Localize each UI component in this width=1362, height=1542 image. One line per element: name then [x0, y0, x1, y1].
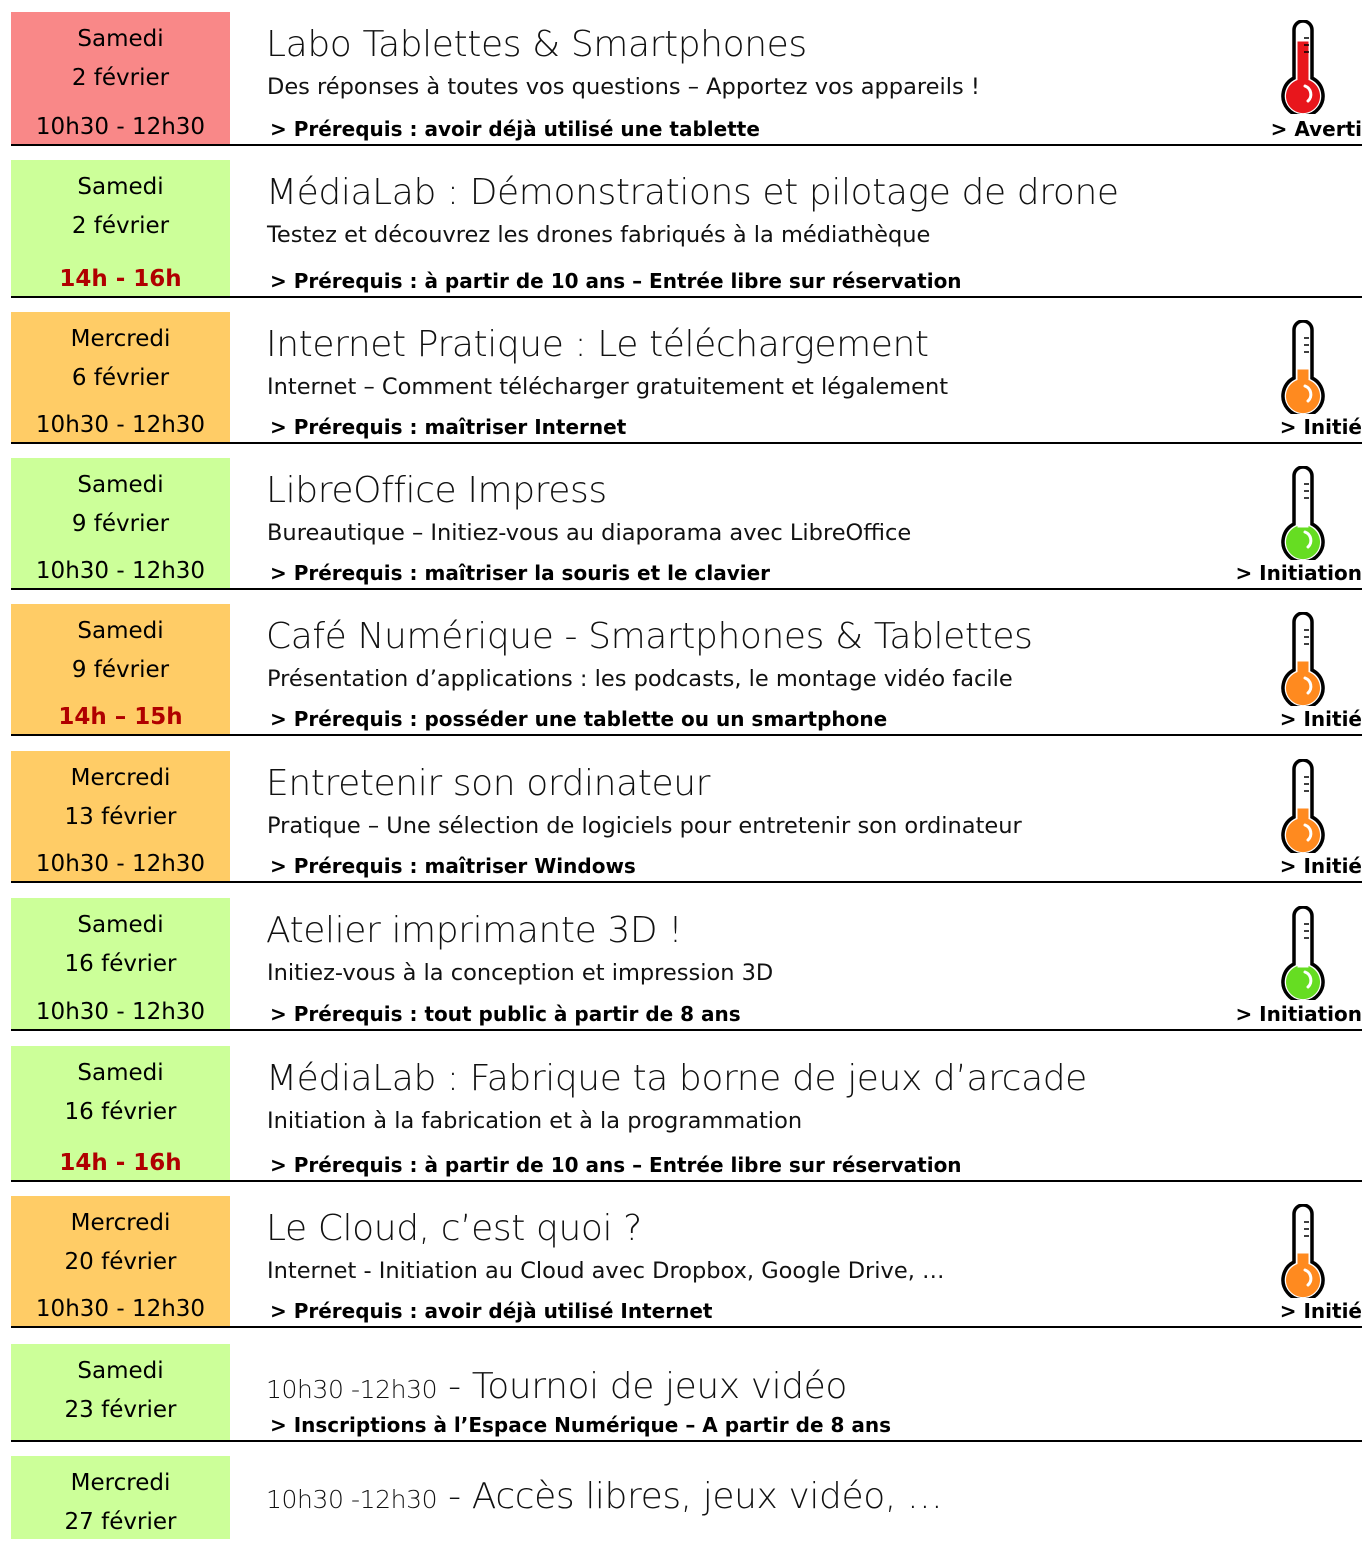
- event-title: LibreOffice Impress: [266, 470, 607, 511]
- date-box: [11, 751, 230, 881]
- event-day: Mercredi: [70, 326, 171, 352]
- event-row: [11, 604, 1362, 736]
- date-box: [11, 1046, 230, 1180]
- event-level: > Initiation: [1235, 561, 1362, 585]
- date-box: [11, 1344, 230, 1440]
- event-date: 16 février: [64, 951, 177, 977]
- event-row: [11, 898, 1362, 1031]
- date-box: [11, 1456, 230, 1539]
- event-subtitle: Des réponses à toutes vos questions – Apportez vos appareils !: [267, 74, 980, 100]
- event-time: 14h - 16h: [59, 266, 182, 292]
- event-level: > Initié: [1279, 1299, 1362, 1323]
- event-title-time: 10h30 -12h30: [266, 1375, 438, 1404]
- event-subtitle: Internet - Initiation au Cloud avec Dropbox, Google Drive, …: [267, 1258, 945, 1284]
- event-day: Mercredi: [70, 1210, 171, 1236]
- event-day: Samedi: [77, 26, 164, 52]
- thermometer-icon: [1276, 320, 1330, 414]
- event-level: > Initié: [1279, 854, 1362, 878]
- event-row: [11, 1046, 1362, 1182]
- event-day: Samedi: [77, 1060, 164, 1086]
- event-row: [11, 1456, 1362, 1539]
- event-day: Mercredi: [70, 1470, 171, 1496]
- event-prerequisite: > Prérequis : maîtriser Internet: [270, 415, 627, 439]
- event-title-text: - Accès libres, jeux vidéo, …: [437, 1476, 943, 1517]
- event-prerequisite: > Prérequis : avoir déjà utilisé Internet: [270, 1299, 713, 1323]
- thermometer-icon: [1276, 906, 1330, 1000]
- event-title: Café Numérique - Smartphones & Tablettes: [266, 616, 1033, 657]
- event-level: > Initiation: [1235, 1002, 1362, 1026]
- event-title: MédiaLab : Fabrique ta borne de jeux d’arcade: [266, 1058, 1087, 1099]
- event-date: 27 février: [64, 1509, 177, 1535]
- event-time: 10h30 - 12h30: [35, 999, 206, 1025]
- event-title: Atelier imprimante 3D !: [266, 910, 683, 951]
- event-title-time: 10h30 -12h30: [266, 1485, 438, 1514]
- event-title: Labo Tablettes & Smartphones: [266, 24, 807, 65]
- event-subtitle: Testez et découvrez les drones fabriqués à la médiathèque: [267, 222, 931, 248]
- event-subtitle: Internet – Comment télécharger gratuitement et légalement: [267, 374, 949, 400]
- event-day: Samedi: [77, 912, 164, 938]
- event-date: 16 février: [64, 1099, 177, 1125]
- event-row: [11, 12, 1362, 146]
- event-title: Le Cloud, c’est quoi ?: [266, 1208, 642, 1249]
- event-date: 6 février: [71, 365, 170, 391]
- event-title: [266, 1366, 847, 1407]
- date-box: [11, 458, 230, 588]
- event-date: 20 février: [64, 1249, 177, 1275]
- event-subtitle: Initiation à la fabrication et à la programmation: [267, 1108, 803, 1134]
- event-prerequisite: > Prérequis : maîtriser la souris et le clavier: [270, 561, 771, 585]
- event-time: 10h30 - 12h30: [35, 114, 206, 140]
- event-row: [11, 312, 1362, 444]
- event-date: 2 février: [71, 213, 170, 239]
- date-box: [11, 604, 230, 734]
- thermometer-icon: [1276, 612, 1330, 706]
- event-level: > Initié: [1279, 415, 1362, 439]
- event-date: 9 février: [71, 511, 170, 537]
- event-date: 2 février: [71, 65, 170, 91]
- event-prerequisite: > Prérequis : avoir déjà utilisé une tablette: [270, 117, 760, 141]
- event-date: 13 février: [64, 804, 177, 830]
- event-prerequisite: > Prérequis : tout public à partir de 8 ans: [270, 1002, 741, 1026]
- event-time: 10h30 - 12h30: [35, 1296, 206, 1322]
- date-box: [11, 1196, 230, 1326]
- event-prerequisite: > Prérequis : à partir de 10 ans – Entrée libre sur réservation: [270, 269, 962, 293]
- event-prerequisite: > Inscriptions à l’Espace Numérique – A partir de 8 ans: [270, 1413, 891, 1437]
- event-prerequisite: > Prérequis : maîtriser Windows: [270, 854, 636, 878]
- event-subtitle: Présentation d’applications : les podcasts, le montage vidéo facile: [267, 666, 1013, 692]
- event-day: Samedi: [77, 472, 164, 498]
- event-row: [11, 1196, 1362, 1328]
- event-day: Samedi: [77, 618, 164, 644]
- event-level: > Averti: [1270, 117, 1362, 141]
- event-row: [11, 751, 1362, 883]
- event-prerequisite: > Prérequis : posséder une tablette ou un smartphone: [270, 707, 888, 731]
- event-title: MédiaLab : Démonstrations et pilotage de drone: [266, 172, 1119, 213]
- event-subtitle: Pratique – Une sélection de logiciels pour entretenir son ordinateur: [267, 813, 1022, 839]
- event-time: 14h - 16h: [59, 1150, 182, 1176]
- event-day: Mercredi: [70, 765, 171, 791]
- event-title: Internet Pratique : Le téléchargement: [266, 324, 929, 365]
- event-prerequisite: > Prérequis : à partir de 10 ans – Entrée libre sur réservation: [270, 1153, 962, 1177]
- event-subtitle: Initiez-vous à la conception et impression 3D: [267, 960, 774, 986]
- event-date: 23 février: [64, 1397, 177, 1423]
- date-box: [11, 12, 230, 144]
- event-title-text: - Tournoi de jeux vidéo: [437, 1366, 848, 1407]
- date-box: [11, 160, 230, 296]
- date-box: [11, 312, 230, 442]
- event-time: 10h30 - 12h30: [35, 851, 206, 877]
- event-title: [266, 1476, 943, 1517]
- event-day: Samedi: [77, 1358, 164, 1384]
- event-time: 10h30 - 12h30: [35, 558, 206, 584]
- event-day: Samedi: [77, 174, 164, 200]
- event-row: [11, 1344, 1362, 1442]
- event-subtitle: Bureautique – Initiez-vous au diaporama avec LibreOffice: [267, 520, 912, 546]
- event-time: 14h – 15h: [58, 704, 183, 730]
- thermometer-icon: [1276, 20, 1330, 114]
- event-time: 10h30 - 12h30: [35, 412, 206, 438]
- thermometer-icon: [1276, 466, 1330, 560]
- event-row: [11, 458, 1362, 590]
- event-title: Entretenir son ordinateur: [266, 763, 711, 804]
- thermometer-icon: [1276, 759, 1330, 853]
- event-date: 9 février: [71, 657, 170, 683]
- date-box: [11, 898, 230, 1029]
- event-row: [11, 160, 1362, 298]
- thermometer-icon: [1276, 1204, 1330, 1298]
- event-level: > Initié: [1279, 707, 1362, 731]
